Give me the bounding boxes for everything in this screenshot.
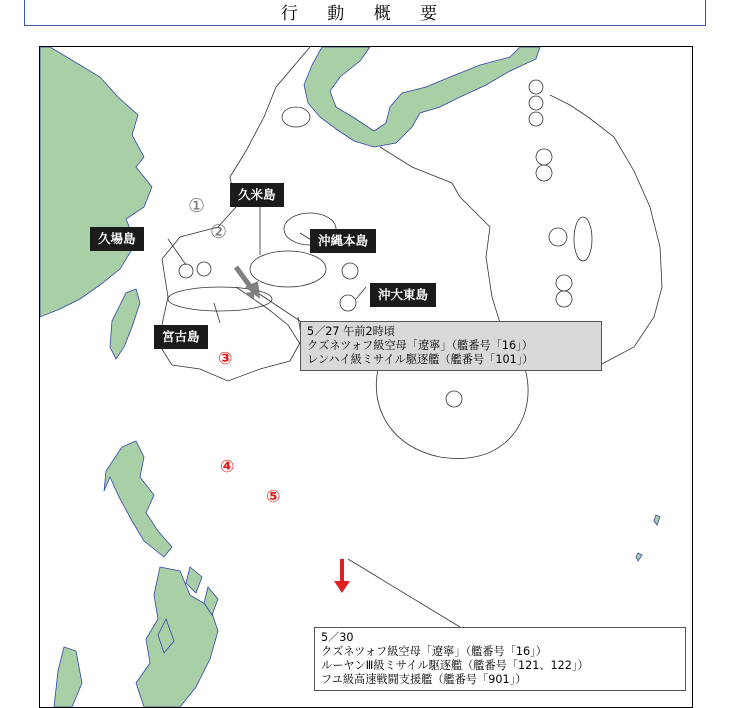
marker-2: ② (210, 221, 228, 243)
china-landmass (40, 47, 152, 317)
gray-arrow (236, 267, 260, 299)
page-title: 行 動 概 要 (280, 4, 450, 24)
marker-5: ⑤ (266, 487, 281, 507)
japan-landmass (304, 47, 540, 147)
callout-may30-line2: クズネツォフ級空母「遼寧」（艦番号「16」） (321, 645, 547, 658)
kuba-leader (168, 239, 186, 265)
chain-islet-5 (529, 112, 543, 126)
label-miyako: 宮古島 (154, 325, 208, 349)
kyushu-reef (282, 107, 310, 127)
miyako-leader (214, 303, 220, 323)
daito-islet-3 (556, 291, 572, 307)
daito-islet-2 (556, 275, 572, 291)
callout-may27-line3: レンハイ級ミサイル駆逐艦（艦番号「101」） (307, 353, 534, 366)
okidaito-leader (356, 287, 366, 299)
marker-3: ③ (218, 349, 233, 369)
chain-islet-3 (529, 80, 543, 94)
ryukyu-eez-boundary (236, 287, 302, 347)
title-box (24, 0, 706, 26)
islet-a (342, 263, 358, 279)
callout-may27-line1: 5／27 午前2時頃 (307, 325, 395, 338)
okinawa-reef (250, 251, 326, 287)
okidaito-marker (446, 391, 462, 407)
philippines-landmass (104, 441, 172, 557)
map-canvas (40, 47, 692, 707)
islet-b (340, 295, 356, 311)
label-kumejima: 久米島 (230, 183, 284, 207)
callout-may30-line1: 5／30 (321, 631, 354, 644)
marker-1: ① (188, 195, 206, 217)
kuba-islet-2 (197, 262, 211, 276)
callout-may27 (300, 321, 602, 371)
small-islet-2 (636, 553, 642, 561)
marker-4: ④ (220, 457, 235, 477)
palawan-landmass (54, 647, 82, 707)
taiwan-landmass (110, 289, 140, 359)
callout2-leader (348, 559, 460, 627)
callout-may30-line4: フユ級高速戦闘支援艦（艦番号「901」） (321, 673, 527, 686)
callout-may30-line3: ルーヤンⅢ級ミサイル駆逐艦（艦番号「121、122」） (321, 659, 589, 672)
label-okidaito: 沖大東島 (370, 283, 436, 307)
label-kubajima: 久場島 (90, 227, 144, 251)
callout-may30 (314, 627, 686, 691)
chain-islet-2 (536, 165, 552, 181)
chain-islet-1 (536, 149, 552, 165)
callout-may27-line2: クズネツォフ級空母「遼寧」（艦番号「16」） (307, 339, 533, 352)
red-arrow (334, 559, 350, 593)
philippines-isle-1 (186, 567, 202, 593)
chain-islet-4 (529, 96, 543, 110)
label-okinawa: 沖縄本島 (310, 229, 376, 253)
kuba-islet-1 (179, 264, 193, 278)
philippines-south (136, 567, 218, 707)
daito-reef (574, 217, 592, 261)
map[interactable] (39, 46, 693, 708)
small-islet-1 (654, 515, 660, 525)
daito-islet-1 (549, 228, 567, 246)
